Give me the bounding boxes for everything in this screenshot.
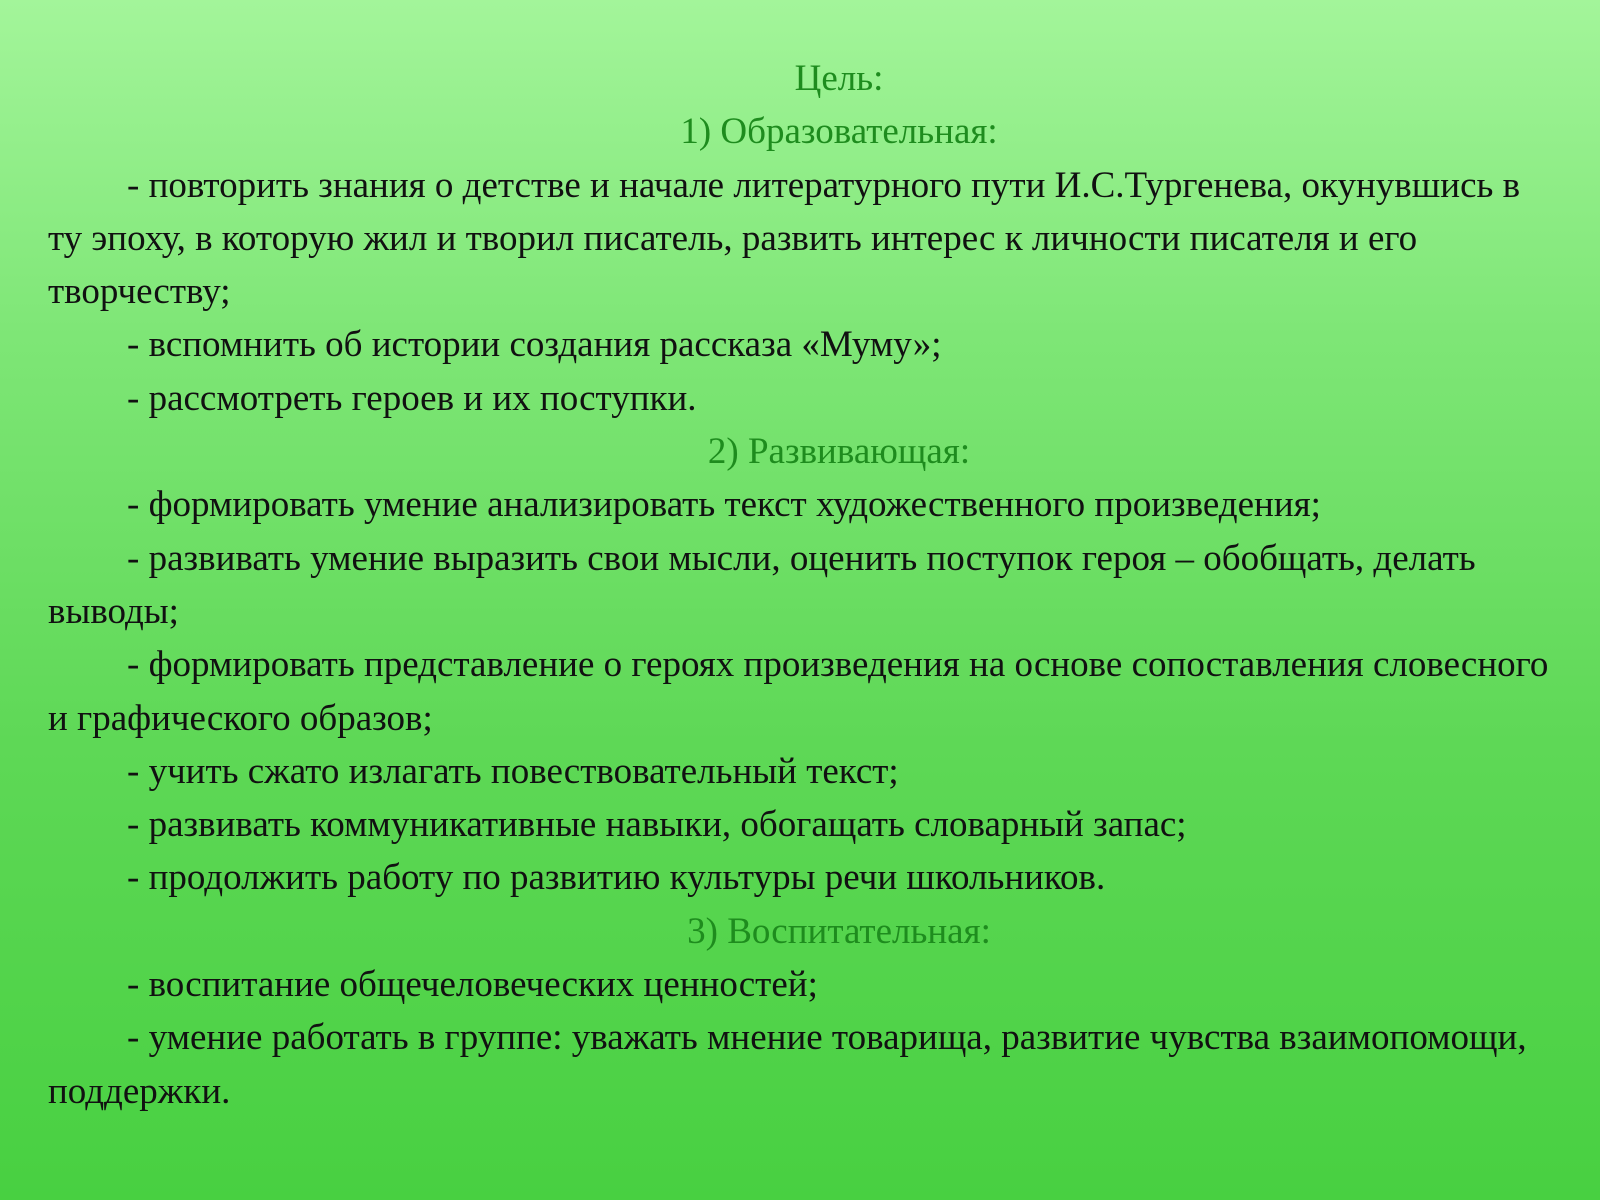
- list-item: - вспомнить об истории создания рассказа «Муму»;: [127, 324, 942, 366]
- section-heading: 2) Развивающая:: [707, 431, 971, 473]
- list-item: - повторить знания о детстве и начале литературного пути И.С.Тургенева, окунувшись в ту эпоху, в которую жил и творил писатель, развить интерес к личности писателя и его творчеству;: [48, 164, 1521, 313]
- list-item: - формировать умение анализировать текст художественного произведения;: [127, 484, 1321, 526]
- section-heading: 1) Образовательная:: [680, 111, 998, 153]
- section-upbringing: [48, 905, 1552, 1118]
- list-item: - рассмотреть героев и их поступки.: [127, 377, 697, 419]
- list-item: - формировать представление о героях произведения на основе сопоставления словесного и графического образов;: [48, 644, 1549, 739]
- goal-title: Цель:: [794, 58, 884, 99]
- list-item: - воспитание общечеловеческих ценностей;: [127, 964, 818, 1006]
- list-item: - развивать коммуникативные навыки, обогащать словарный запас;: [127, 804, 1187, 846]
- list-item: - умение работать в группе: уважать мнение товарища, развитие чувства взаимопомощи, поддержки.: [48, 1017, 1527, 1112]
- list-item: - продолжить работу по развитию культуры речи школьников.: [127, 857, 1106, 899]
- list-item: - учить сжато излагать повествовательный текст;: [127, 750, 899, 792]
- section-educational: [48, 105, 1552, 425]
- section-heading: 3) Воспитательная:: [687, 910, 991, 952]
- list-item: - развивать умение выразить свои мысли, оценить поступок героя – обобщать, делать выводы;: [48, 537, 1476, 632]
- section-developmental: [48, 425, 1552, 905]
